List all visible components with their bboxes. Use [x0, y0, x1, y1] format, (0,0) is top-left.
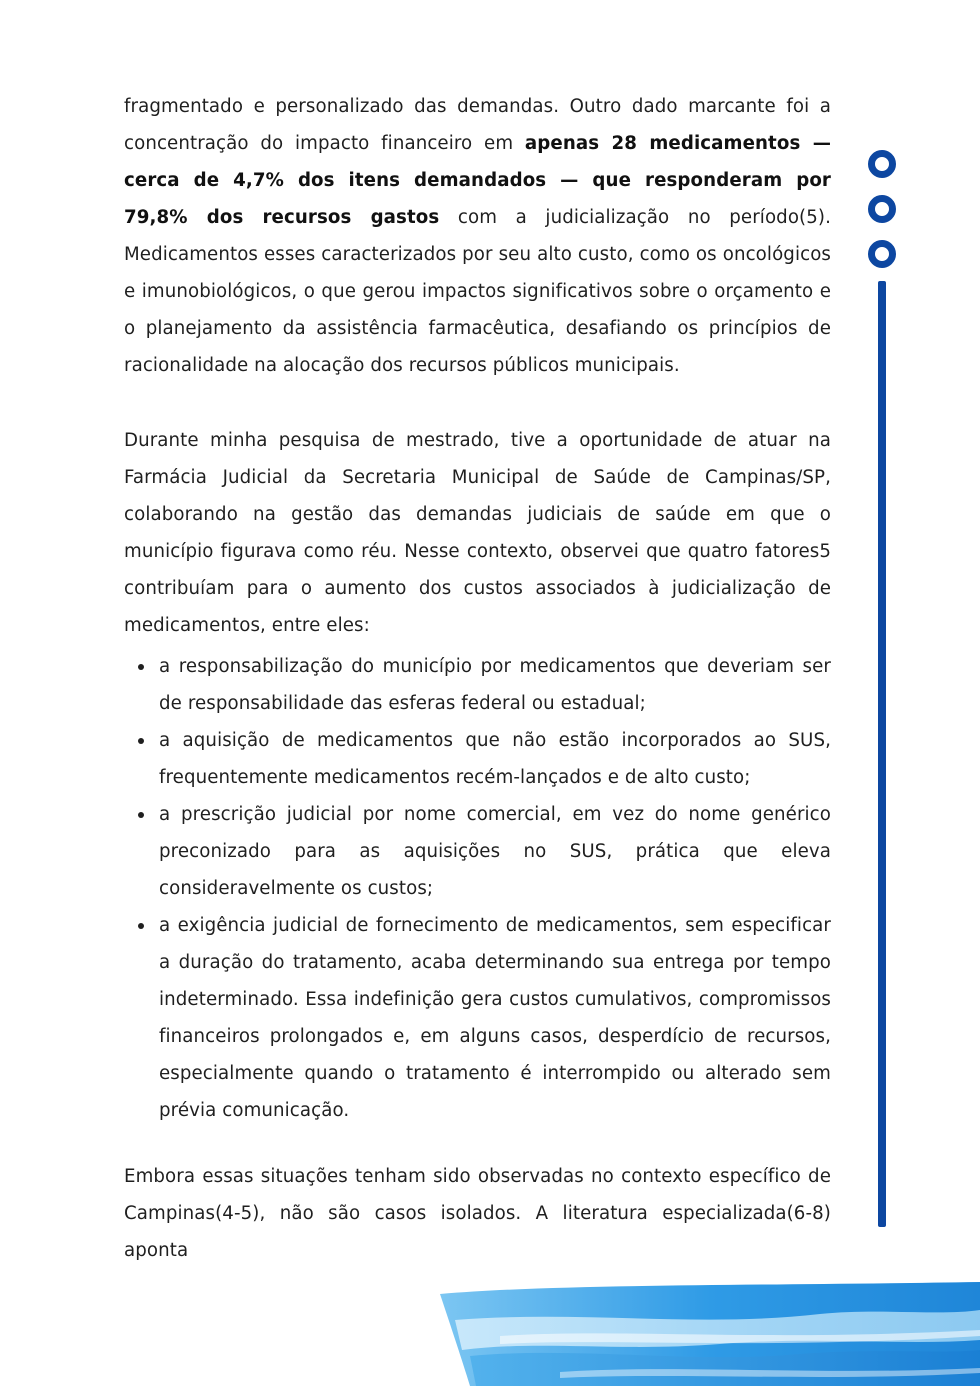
paragraph-1-part-1: fragmentado e personalizado das demandas. Outro dado marcante foi a concentração do impacto financeiro em	[124, 96, 831, 154]
list-item	[124, 648, 831, 722]
list-item	[124, 796, 831, 907]
list-item	[124, 907, 831, 1129]
decorative-vertical-line	[878, 281, 886, 1227]
paragraph-financial-impact	[124, 88, 831, 384]
paragraph-3-text: Embora essas situações tenham sido observadas no contexto específico de Campinas(4-5), não são casos isolados. A literatura especializada(6-8) aponta	[124, 1166, 831, 1261]
bullet-dot-icon	[138, 812, 144, 818]
bullet-dot-icon	[138, 923, 144, 929]
list-item-text: a aquisição de medicamentos que não estão incorporados ao SUS, frequentemente medicamentos recém-lançados e de alto custo;	[159, 730, 831, 788]
decorative-ring-icon	[868, 240, 896, 268]
paragraph-1-text	[124, 88, 831, 384]
paragraph-1-highlight: apenas 28 medicamentos — cerca de 4,7% dos itens demandados — que responderam por 79,8% dos recursos gastos	[124, 133, 831, 228]
decorative-watercolor-wave	[0, 1280, 980, 1386]
paragraph-2-intro: Durante minha pesquisa de mestrado, tive a oportunidade de atuar na Farmácia Judicial da Secretaria Municipal de Saúde de Campinas/SP, colaborando na gestão das demandas judiciais de saúde em que o município figurava como réu. Nesse contexto, observei que quatro fatores5 contribuíam para o aumento dos custos associados à judicialização de medicamentos, entre eles:	[124, 430, 831, 636]
paragraph-1-part-2: com a judicialização no período(5). Medicamentos esses caracterizados por seu alto custo, como os oncológicos e imunobiológicos, o que gerou impactos significativos sobre o orçamento e o planejamento da assistência farmacêutica, desafiando os princípios de racionalidade na alocação dos recursos públicos municipais.	[124, 207, 831, 376]
decorative-ring-icon	[868, 195, 896, 223]
bullet-dot-icon	[138, 664, 144, 670]
decorative-ring-icon	[868, 150, 896, 178]
list-item	[124, 722, 831, 796]
list-item-text: a exigência judicial de fornecimento de medicamentos, sem especificar a duração do tratamento, acaba determinando sua entrega por tempo indeterminado. Essa indefinição gera custos cumulativos, compromissos financeiros prolongados e, em alguns casos, desperdício de recursos, especialmente quando o tratamento é interrompido ou alterado sem prévia comunicação.	[159, 915, 831, 1121]
list-item-text: a responsabilização do município por medicamentos que deveriam ser de responsabilidade das esferas federal ou estadual;	[159, 656, 831, 714]
bullet-dot-icon	[138, 738, 144, 744]
paragraph-research-experience	[124, 422, 831, 1129]
paragraph-literature	[124, 1158, 831, 1269]
factors-list	[124, 648, 831, 1129]
list-item-text: a prescrição judicial por nome comercial, em vez do nome genérico preconizado para as aquisições no SUS, prática que eleva consideravelmente os custos;	[159, 804, 831, 899]
